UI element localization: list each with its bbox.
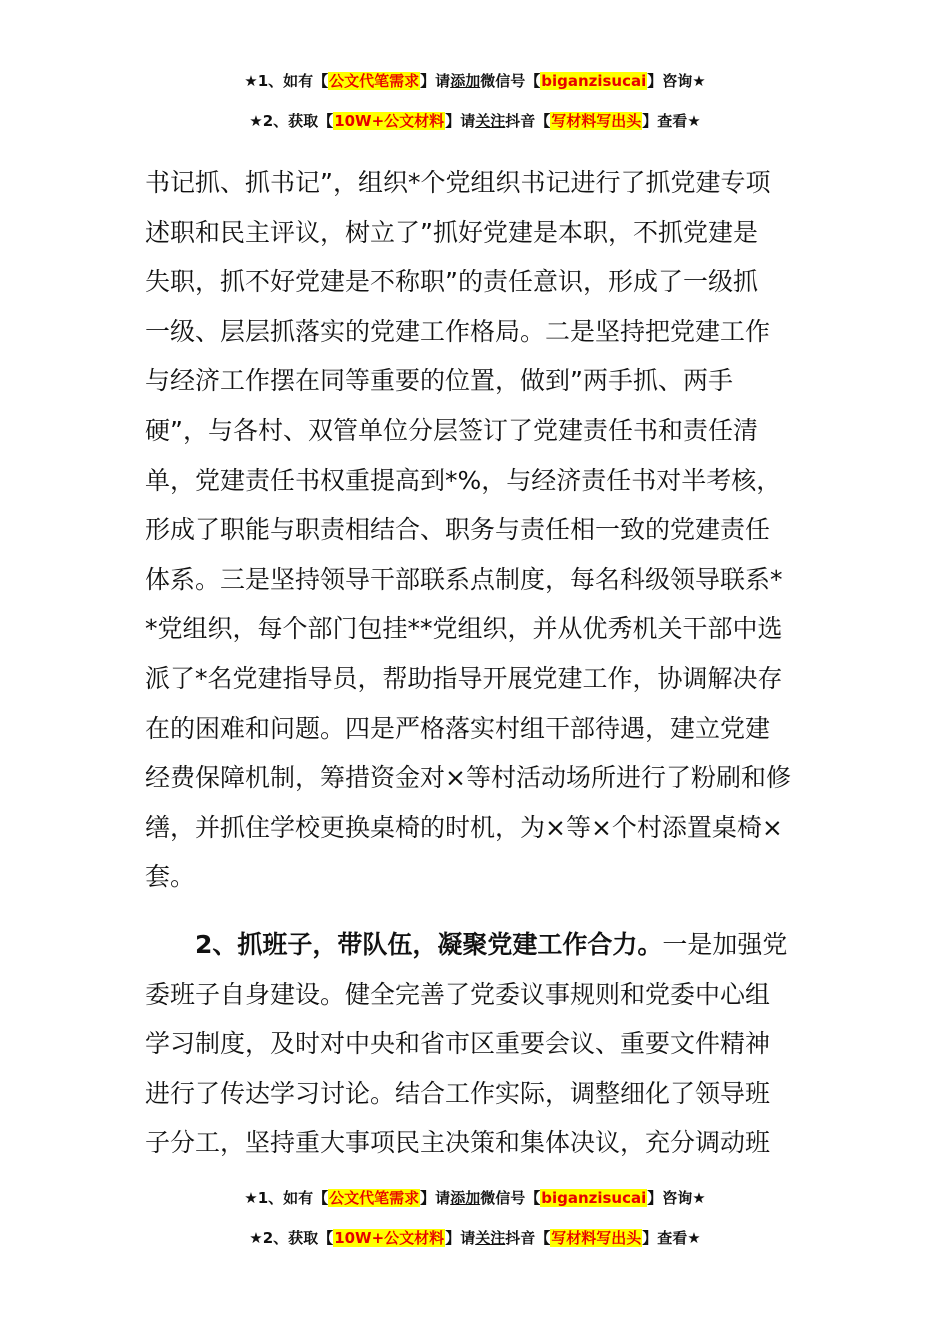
- body-line: 在的困难和问题。四是严格落实村组干部待遇，建立党建: [145, 713, 771, 743]
- header-line1-highlight-service: 公文代笔需求: [329, 72, 420, 90]
- header-line1-highlight-wechat-id: biganzisucai: [541, 72, 647, 90]
- header-line1-prefix: ★1、如有【: [244, 72, 329, 90]
- footer-line1-mid2: 微信号【: [480, 1189, 541, 1207]
- header-promo-line-2: [0, 111, 950, 131]
- footer-promo-line-1: [0, 1188, 950, 1208]
- body-line: 单，党建责任书权重提高到*%，与经济责任书对半考核，: [145, 465, 782, 495]
- body-line: *党组织，每个部门包挂**党组织，并从优秀机关干部中选: [145, 614, 783, 644]
- body-line: 委班子自身建设。健全完善了党委议事规则和党委中心组: [145, 979, 771, 1009]
- body-line: 子分工，坚持重大事项民主决策和集体决议，充分调动班: [145, 1128, 771, 1158]
- body-line: 进行了传达学习讨论。结合工作实际，调整细化了领导班: [145, 1078, 771, 1108]
- header-line1-emphasis: 添加: [450, 72, 481, 90]
- body-line: 形成了职能与职责相结合、职务与责任相一致的党建责任: [145, 515, 771, 545]
- footer-line1-suffix: 】咨询★: [647, 1189, 706, 1207]
- footer-line2-mid2: 抖音【: [505, 1229, 551, 1247]
- body-line: 学习制度，及时对中央和省市区重要会议、重要文件精神: [145, 1029, 771, 1059]
- document-body: [145, 158, 815, 902]
- footer-line2-mid1: 】请: [445, 1229, 476, 1247]
- section-heading: 2、抓班子，带队伍，凝聚党建工作合力。: [195, 930, 663, 959]
- footer-line2-prefix: ★2、获取【: [249, 1229, 334, 1247]
- footer-line1-highlight-service: 公文代笔需求: [329, 1189, 420, 1207]
- header-line1-suffix: 】咨询★: [647, 72, 706, 90]
- footer-line1-mid1: 】请: [420, 1189, 451, 1207]
- body-line: 经费保障机制，筹措资金对×等村活动场所进行了粉刷和修: [145, 763, 791, 793]
- header-line2-mid2: 抖音【: [505, 112, 551, 130]
- footer-line2-highlight-materials: 10W+公文材料: [334, 1229, 445, 1247]
- header-line2-suffix: 】查看★: [642, 112, 701, 130]
- body-line: 缮，并抓住学校更换桌椅的时机，为×等×个村添置桌椅×: [145, 812, 783, 842]
- paragraph-2: [145, 920, 815, 1168]
- footer-line2-emphasis: 关注: [475, 1229, 506, 1247]
- body-line: 书记抓、抓书记”，组织*个党组织书记进行了抓党建专项: [145, 168, 771, 197]
- body-line: 述职和民主评议，树立了”抓好党建是本职，不抓党建是: [145, 217, 758, 247]
- body-line: 派了*名党建指导员，帮助指导开展党建工作，协调解决存: [145, 663, 783, 693]
- body-line: 与经济工作摆在同等重要的位置，做到”两手抓、两手: [145, 366, 733, 396]
- header-line1-mid2: 微信号【: [480, 72, 541, 90]
- header-line2-emphasis: 关注: [475, 112, 506, 130]
- footer-line1-emphasis: 添加: [450, 1189, 481, 1207]
- paragraph-2-first-line: [145, 920, 815, 970]
- header-line1-mid1: 】请: [420, 72, 451, 90]
- header-line2-highlight-douyin-id: 写材料写出头: [551, 112, 642, 130]
- body-line: 套。: [145, 862, 196, 892]
- footer-line1-highlight-wechat-id: biganzisucai: [541, 1189, 647, 1207]
- body-line: 失职，抓不好党建是不称职”的责任意识，形成了一级抓: [145, 267, 758, 297]
- header-line2-mid1: 】请: [445, 112, 476, 130]
- footer-promo-line-2: [0, 1228, 950, 1248]
- body-line-fragment: 一是加强党: [662, 930, 788, 959]
- footer-line1-prefix: ★1、如有【: [244, 1189, 329, 1207]
- body-line: 一级、层层抓落实的党建工作格局。二是坚持把党建工作: [145, 316, 771, 346]
- header-promo-line-1: [0, 71, 950, 91]
- body-line: 硬”，与各村、双管单位分层签订了党建责任书和责任清: [145, 415, 758, 445]
- body-line: 体系。三是坚持领导干部联系点制度，每名科级领导联系*: [145, 564, 783, 594]
- footer-line2-suffix: 】查看★: [642, 1229, 701, 1247]
- paragraph-1: [145, 158, 815, 902]
- header-line2-prefix: ★2、获取【: [249, 112, 334, 130]
- header-line2-highlight-materials: 10W+公文材料: [334, 112, 445, 130]
- footer-line2-highlight-douyin-id: 写材料写出头: [551, 1229, 642, 1247]
